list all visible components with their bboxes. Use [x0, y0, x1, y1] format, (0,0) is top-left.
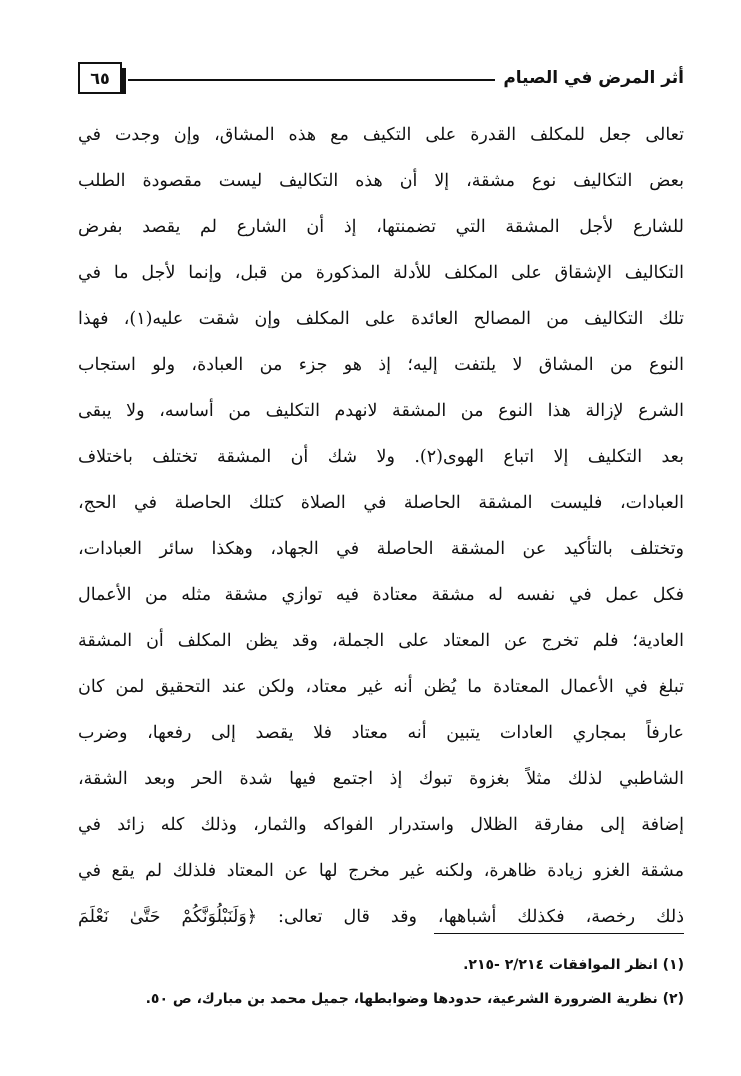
body-line: النوع من المشاق لا يلتفت إليه؛ إذ هو جزء من العبادة، ولو استجاب	[78, 355, 684, 375]
footnote-separator	[434, 933, 684, 934]
page-header	[78, 58, 684, 98]
body-line: عارفاً بمجاري العادات يتبين أنه معتاد فلا يقصد إلى رفعها، وضرب	[78, 723, 684, 743]
body-text	[78, 112, 684, 940]
footnote-2: (٢) نظرية الضرورة الشرعية، حدودها وضوابطها، جميل محمد بن مبارك، ص ٥٠.	[145, 991, 684, 1007]
body-line: ذلك رخصة، فكذلك أشباهها، وقد قال تعالى: ﴿وَلَنَبْلُوَنَّكُمْ حَتَّىٰ نَعْلَمَ	[78, 907, 684, 927]
body-line: تبلغ في الأعمال المعتادة ما يُظن أنه غير معتاد، ولكن عند التحقيق لمن كان	[78, 677, 684, 697]
body-line: بعض التكاليف نوع مشقة، إلا أن هذه التكاليف ليست مقصودة الطلب	[78, 171, 684, 191]
body-line: إضافة إلى مفارقة الظلال واستدرار الفواكه والثمار، وذلك كله زائد في	[78, 815, 684, 835]
body-line: العادية؛ فلم تخرج عن المعتاد على الجملة، وقد يظن المكلف أن المشقة	[78, 631, 684, 651]
running-title: أثر المرض في الصيام	[503, 68, 684, 88]
header-rule	[128, 79, 495, 81]
footnotes	[78, 948, 684, 1016]
body-line: تعالى جعل للمكلف القدرة على التكيف مع هذه المشاق، وإن وجدت في	[78, 125, 684, 145]
body-line: بعد التكليف إلا اتباع الهوى(٢). ولا شك أن المشقة تختلف باختلاف	[78, 447, 684, 467]
page-number: ٦٥	[78, 62, 122, 94]
body-line: العبادات، فليست المشقة الحاصلة في الصلاة كتلك الحاصلة في الحج،	[78, 493, 684, 513]
body-line: الشاطبي لذلك مثلاً بغزوة تبوك إذ اجتمع فيها شدة الحر وبعد الشقة،	[78, 769, 684, 789]
body-line: تلك التكاليف من المصالح العائدة على المكلف وإن شقت عليه(١)، فهذا	[78, 309, 684, 329]
body-line: وتختلف بالتأكيد عن المشقة الحاصلة في الجهاد، وهكذا سائر العبادات،	[78, 539, 684, 559]
body-line: الشرع لإزالة هذا النوع من المشقة لانهدم التكليف من أساسه، ولا يبقى	[78, 401, 684, 421]
body-line: للشارع لأجل المشقة التي تضمنتها، إذ أن الشارع لم يقصد بفرض	[78, 217, 684, 237]
body-line: مشقة الغزو زيادة ظاهرة، ولكنه غير مخرج لها عن المعتاد فلذلك لم يقع في	[78, 861, 684, 881]
body-line: فكل عمل في نفسه له مشقة معتادة فيه توازي مشقة مثله من الأعمال	[78, 585, 684, 605]
body-line: التكاليف الإشقاق على المكلف للأدلة المذكورة من قبل، وإنما لأجل ما في	[78, 263, 684, 283]
footnote-1: (١) انظر الموافقات ٢/٢١٤ -٢١٥.	[463, 957, 684, 973]
